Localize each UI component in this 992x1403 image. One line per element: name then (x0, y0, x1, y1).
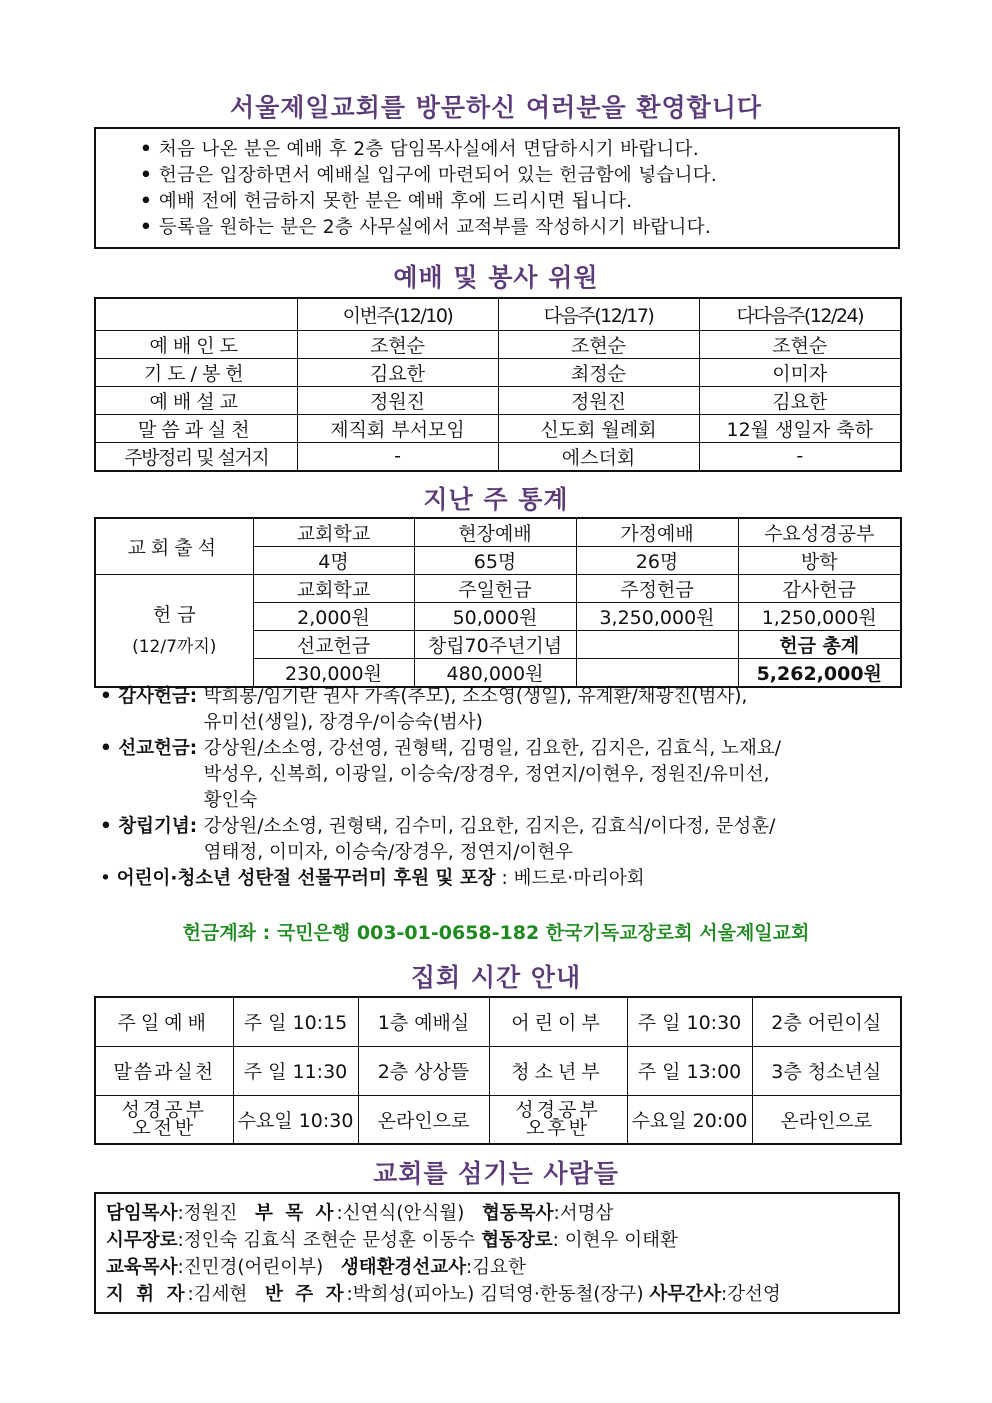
duty-cell: 최정순 (498, 358, 699, 386)
staff-person: :정인숙 김효식 조현순 문성훈 이동수 (177, 1230, 482, 1251)
stats-header-cell: 주정헌금 (576, 575, 738, 603)
meeting-name: 성경공부 오후반 (489, 1095, 627, 1144)
staff-person: :김세현 (187, 1284, 265, 1305)
meeting-time: 주 일 11:30 (233, 1046, 358, 1095)
duty-role: 예배인도 (95, 330, 297, 358)
duty-title: 예배 및 봉사 위원 (393, 263, 599, 292)
staff-role: 사무간사 (649, 1284, 721, 1305)
offering-label-cell (95, 575, 253, 688)
stats-value-cell: 480,000원 (414, 659, 576, 688)
duty-cell: 12월 생일자 축하 (699, 414, 901, 442)
duty-header-cell: 이번주(12/10) (297, 298, 498, 330)
staff-role: 지 휘 자 (106, 1284, 188, 1305)
special-note: • 어린이·청소년 성탄절 선물꾸러미 후원 및 포장 : 베드로·마리아회 (100, 868, 645, 889)
meeting-row (95, 1046, 901, 1095)
donor-names: 박희봉/임기란 권사 가족(추모), 소소영(생일), 유계환/채광진(범사), 유미선(생일), 장경우/이승숙(범사) (203, 686, 748, 733)
duty-table (94, 297, 902, 472)
stats-header-cell: 감사헌금 (738, 575, 901, 603)
staff-person: :김요한 (466, 1257, 526, 1278)
stats-header-cell: 교회학교 (253, 575, 414, 603)
meeting-time: 주 일 13:00 (627, 1046, 752, 1095)
stats-row (95, 575, 901, 603)
stats-header-cell: 교회학교 (253, 518, 414, 547)
stats-row (95, 518, 901, 547)
meeting-place: 온라인으로 (752, 1095, 901, 1144)
special-note-text: : 베드로·마리아회 (495, 868, 645, 889)
stats-header-cell: 수요성경공부 (738, 518, 901, 547)
duty-cell: - (297, 442, 498, 471)
attendance-label: 교회출석 (95, 518, 253, 575)
welcome-item: • 처음 나온 분은 예배 후 2층 담임목사실에서 면담하시기 바랍니다. (140, 137, 898, 163)
duty-cell: 조현순 (498, 330, 699, 358)
offering-account: 헌금계좌 : 국민은행 003-01-0658-182 한국기독교장로회 서울제일교회 (182, 922, 810, 944)
offering-label: 헌 금 (152, 603, 196, 626)
stats-value-cell: 1,250,000원 (738, 603, 901, 631)
staff-person: :정원진 (177, 1203, 255, 1224)
stats-header-cell (576, 631, 738, 659)
staff-box (94, 1192, 900, 1314)
donor-head: • 선교헌금: (100, 738, 198, 759)
welcome-item: • 예배 전에 헌금하지 못한 분은 예배 후에 드리시면 됩니다. (140, 189, 898, 215)
duty-cell: 조현순 (297, 330, 498, 358)
duty-row (95, 414, 901, 442)
donor-names: 강상원/소소영, 권형택, 김수미, 김요한, 김지은, 김효식/이다정, 문성훈/ 염태정, 이미자, 이승숙/장경우, 정연지/이현우 (203, 816, 776, 863)
stats-header-cell: 가정예배 (576, 518, 738, 547)
meetings-table (94, 996, 902, 1145)
stats-header-cell: 현장예배 (414, 518, 576, 547)
stats-value-cell: 26명 (576, 547, 738, 575)
duty-cell: 정원진 (297, 386, 498, 414)
meeting-place: 3층 청소년실 (752, 1046, 901, 1095)
duty-row (95, 442, 901, 471)
duty-header-cell (95, 298, 297, 330)
meeting-name: 어린이부 (489, 997, 627, 1046)
donor-category: 선교헌금: (118, 738, 198, 759)
meeting-place: 2층 상상뜰 (358, 1046, 489, 1095)
staff-line (106, 1200, 888, 1227)
duty-cell: 정원진 (498, 386, 699, 414)
duty-cell: 신도회 월례회 (498, 414, 699, 442)
staff-person: :진민경(어린이부) (177, 1257, 341, 1278)
duty-header-cell: 다다음주(12/24) (699, 298, 901, 330)
donor-names: 강상원/소소영, 강선영, 권형택, 김명일, 김요한, 김지은, 김효식, 노재요/ 박성우, 신복희, 이광일, 이승숙/장경우, 정연지/이현우, 정원진/유미선, 황인숙 (203, 738, 781, 811)
meeting-place: 1층 예배실 (358, 997, 489, 1046)
stats-value-cell: 3,250,000원 (576, 603, 738, 631)
meeting-name: 주일예배 (95, 997, 233, 1046)
donor-head: • 창립기념: (100, 816, 198, 837)
stats-title: 지난 주 통계 (423, 485, 569, 514)
duty-row (95, 330, 901, 358)
duty-cell: 김요한 (699, 386, 901, 414)
meeting-place: 온라인으로 (358, 1095, 489, 1144)
donor-category: 감사헌금: (118, 686, 198, 707)
duty-row (95, 358, 901, 386)
stats-value-cell: 230,000원 (253, 659, 414, 688)
staff-role: 생태환경선교사 (340, 1257, 467, 1278)
offering-total-label: 헌금 총계 (738, 631, 901, 659)
donor-row-founding (100, 814, 900, 866)
stats-header-cell: 창립70주년기념 (414, 631, 576, 659)
staff-person: :강선영 (720, 1284, 781, 1305)
offering-total-value: 5,262,000원 (738, 659, 901, 688)
donor-row-mission (100, 736, 900, 814)
welcome-box (94, 127, 900, 249)
donor-row-thanks (100, 684, 900, 736)
duty-cell: 이미자 (699, 358, 901, 386)
duty-role: 주방정리 및 설거지 (95, 442, 297, 471)
staff-line (106, 1227, 888, 1254)
meeting-place: 2층 어린이실 (752, 997, 901, 1046)
staff-role: 교육목사 (106, 1257, 178, 1278)
duty-cell: 김요한 (297, 358, 498, 386)
welcome-title: 서울제일교회를 방문하신 여러분을 환영합니다 (229, 93, 763, 122)
donor-category: 창립기념: (118, 816, 198, 837)
staff-role: 담임목사 (106, 1203, 178, 1224)
donor-head: • 감사헌금: (100, 686, 198, 707)
staff-role: 협동목사 (482, 1203, 554, 1224)
stats-header-cell: 선교헌금 (253, 631, 414, 659)
offering-period: (12/7까지) (132, 636, 217, 657)
staff-person: :박희성(피아노) 김덕영·한동철(장구) (346, 1284, 650, 1305)
meeting-time: 주 일 10:15 (233, 997, 358, 1046)
duty-header-cell: 다음주(12/17) (498, 298, 699, 330)
staff-line (106, 1254, 888, 1281)
stats-value-cell (576, 659, 738, 688)
duty-role: 말씀과실천 (95, 414, 297, 442)
stats-header-cell: 주일헌금 (414, 575, 576, 603)
meeting-name: 말씀과실천 (95, 1046, 233, 1095)
duty-cell: - (699, 442, 901, 471)
donor-section (100, 684, 900, 892)
welcome-item: • 헌금은 입장하면서 예배실 입구에 마련되어 있는 헌금함에 넣습니다. (140, 163, 898, 189)
meeting-row (95, 997, 901, 1046)
staff-person: :신연식(안식월) (336, 1203, 483, 1224)
meeting-name: 성경공부 오전반 (95, 1095, 233, 1144)
meeting-name: 청소년부 (489, 1046, 627, 1095)
stats-value-cell: 65명 (414, 547, 576, 575)
staff-role: 시무장로 (106, 1230, 178, 1251)
staff-title: 교회를 섬기는 사람들 (373, 1159, 619, 1188)
duty-role: 예배설교 (95, 386, 297, 414)
stats-value-cell: 방학 (738, 547, 901, 575)
stats-value-cell: 50,000원 (414, 603, 576, 631)
meeting-time: 수요일 20:00 (627, 1095, 752, 1144)
welcome-item: • 등록을 원하는 분은 2층 사무실에서 교적부를 작성하시기 바랍니다. (140, 215, 898, 241)
staff-role: 협동장로 (481, 1230, 553, 1251)
meeting-time: 주 일 10:30 (627, 997, 752, 1046)
staff-person: :서명삼 (553, 1203, 614, 1224)
welcome-list (96, 129, 898, 241)
stats-value-cell: 4명 (253, 547, 414, 575)
special-note-head: 어린이·청소년 성탄절 선물꾸러미 후원 및 포장 (116, 868, 496, 889)
meeting-time: 수요일 10:30 (233, 1095, 358, 1144)
stats-table (94, 517, 902, 688)
staff-person: : 이현우 이태환 (552, 1230, 678, 1251)
meetings-title: 집회 시간 안내 (410, 963, 582, 992)
duty-cell: 조현순 (699, 330, 901, 358)
duty-header-row (95, 298, 901, 330)
staff-line (106, 1281, 888, 1308)
meeting-row (95, 1095, 901, 1144)
duty-cell: 제직회 부서모임 (297, 414, 498, 442)
duty-cell: 에스더회 (498, 442, 699, 471)
duty-row (95, 386, 901, 414)
stats-value-cell: 2,000원 (253, 603, 414, 631)
duty-role: 기도/봉헌 (95, 358, 297, 386)
staff-role: 반 주 자 (265, 1284, 347, 1305)
staff-role: 부 목 사 (254, 1203, 337, 1224)
